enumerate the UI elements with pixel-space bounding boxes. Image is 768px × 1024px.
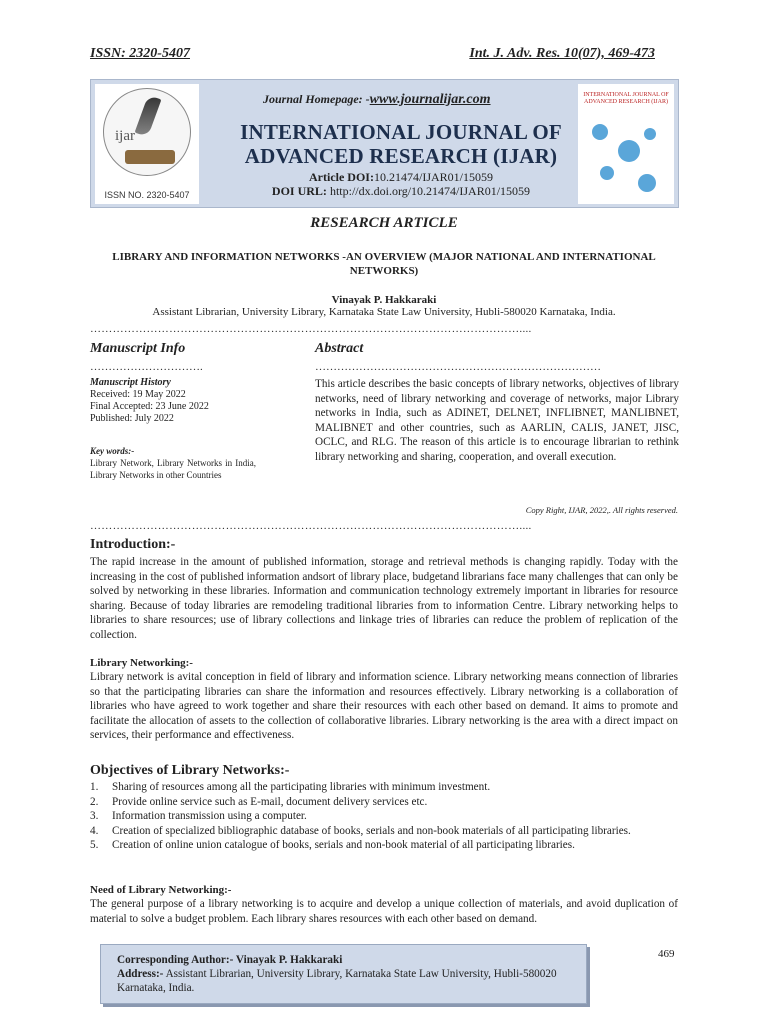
logo-wordmark: ijar [115, 128, 135, 144]
article-doi-label: Article DOI: [309, 170, 374, 184]
article-type: RESEARCH ARTICLE [310, 215, 458, 231]
abstract-text: This article describes the basic concepts of library networks, objectives of library networks, need of library networking and coverage of networks, major Library networks in India, such as ADINET, DELNET, INFLIBNET, MANLIBNET, MALIBNET and other countries, such as AARLIN, CALIS, JANET, JISC, OCLC, and RLG. The reason of this article is to encourage librarian to rethink library networking and sharing, cooperation, and overall execution. [315, 378, 679, 463]
objectives-heading: Objectives of Library Networks:- [90, 763, 290, 778]
author-name: Vinayak P. Hakkaraki [331, 294, 437, 306]
item-text: Information transmission using a computer. [112, 810, 307, 822]
item-number: 1. [90, 781, 99, 793]
copyright-notice: Copy Right, IJAR, 2022,. All rights reserved. [525, 505, 678, 515]
list-item [90, 824, 678, 839]
introduction-heading: Introduction:- [90, 537, 176, 552]
journal-cover-image [578, 84, 674, 204]
separator-dots: …………………………………………………………………………………………………….... [90, 323, 532, 335]
molecule-shape [644, 128, 656, 140]
published-date: Published: July 2022 [90, 413, 174, 424]
logo-issn: ISSN NO. 2320-5407 [104, 190, 190, 200]
library-networking-text: Library network is avital conception in field of library and information science. Library networking means connection of libraries so that the participating libraries can share the information and resources effectively. Library networking is a collaboration of libraries who have agreed to work together and share their resources with each other based on demand. It aims to promote and facilitate the allocation of assets to the collection of collaborative libraries. Library networking is the area with a direct impact on services, their performance and effectiveness. [90, 671, 678, 741]
list-item [90, 780, 678, 795]
item-text: Creation of online union catalogue of books, serials and non-book material of all participating libraries. [112, 839, 575, 851]
journal-title-line1: INTERNATIONAL JOURNAL OF [240, 120, 562, 144]
issn-text: ISSN: 2320-5407 [90, 46, 190, 61]
paper-title: LIBRARY AND INFORMATION NETWORKS -AN OVERVIEW (MAJOR NATIONAL AND INTERNATIONAL NETWORKS) [112, 251, 656, 277]
separator-dots: …………………………………………………………………………………………………….... [90, 520, 532, 532]
introduction-text: The rapid increase in the amount of published information, storage and retrieval methods is changing rapidly. Today with the increasing in the cost of published information andsort of library place, budgetand librarians face many challenges that can only be solved by networking in these libraries. Information and communication technology extremely important in libraries for resource sharing. Because of today libraries are remodeling traditional libraries from to information Centre. Library networking helps to libraries to share resources; use of library collections and linkage tries of libraries can reduce the problem of replication of the collection. [90, 556, 678, 641]
author-affiliation: Assistant Librarian, University Library, Karnataka State Law University, Hubli-580020 Karnataka, India. [152, 306, 616, 318]
list-item [90, 795, 678, 810]
item-number: 4. [90, 824, 99, 837]
objectives-list [90, 780, 678, 853]
manuscript-history [90, 377, 256, 425]
molecule-shape [618, 140, 640, 162]
molecule-shape [600, 166, 614, 180]
corresponding-author-box [100, 944, 587, 1004]
list-item [90, 838, 678, 853]
molecule-shape [592, 124, 608, 140]
history-label: Manuscript History [90, 377, 171, 388]
item-text: Provide online service such as E-mail, document delivery services etc. [112, 795, 428, 808]
abstract-heading: Abstract [315, 341, 364, 356]
item-text: Sharing of resources among all the participating libraries with minimum investment. [112, 781, 491, 793]
ijar-logo [95, 84, 199, 204]
citation-text: Int. J. Adv. Res. 10(07), 469-473 [469, 46, 655, 61]
cover-title: INTERNATIONAL JOURNAL OF ADVANCED RESEARCH (IJAR) [583, 92, 669, 105]
author-address [117, 967, 570, 995]
journal-title-line2: ADVANCED RESEARCH (IJAR) [244, 144, 558, 168]
library-networking-heading: Library Networking:- [90, 657, 193, 669]
item-number: 3. [90, 810, 99, 822]
list-item [90, 809, 678, 824]
book-icon [125, 150, 175, 164]
corresponding-author: Corresponding Author:- Vinayak P. Hakkaraki [117, 954, 343, 966]
molecule-shape [638, 174, 656, 192]
doi-url-label: DOI URL: [271, 184, 327, 198]
need-text: The general purpose of a library networking is to acquire and develop a unique collection of materials, and avoid duplication of material to solve a budget problem. Each library shares resources with each other based on demand. [90, 898, 678, 925]
received-date: Received: 19 May 2022 [90, 389, 186, 400]
keywords-text: Library Network, Library Networks in India, Library Networks in other Countries [90, 458, 256, 480]
doi-block [221, 170, 581, 198]
page-number: 469 [658, 948, 675, 960]
item-number: 2. [90, 795, 99, 808]
manuscript-info-heading: Manuscript Info [90, 341, 186, 356]
separator-dots: …………………………. [90, 361, 203, 373]
keywords-label: Key words:- [90, 446, 135, 456]
keywords [90, 445, 256, 481]
address-label: Address:- [117, 968, 164, 980]
article-doi: 10.21474/IJAR01/15059 [373, 170, 493, 184]
running-header [90, 46, 655, 68]
separator-dots: …………………………………………………………………… [315, 361, 601, 373]
journal-banner [90, 79, 679, 208]
journal-homepage [263, 92, 491, 108]
homepage-link[interactable]: www.journalijar.com [369, 92, 491, 107]
doi-url-link[interactable]: http://dx.doi.org/10.21474/IJAR01/15059 [329, 184, 531, 198]
item-number: 5. [90, 839, 99, 851]
need-heading: Need of Library Networking:- [90, 884, 232, 896]
address-text: Assistant Librarian, University Library, Karnataka State Law University, Hubli-580020 Karnataka, India. [117, 968, 557, 994]
homepage-label: Journal Homepage: - [263, 92, 370, 106]
item-text: Creation of specialized bibliographic database of books, serials and non-book materials of all participating libraries. [112, 824, 631, 837]
accepted-date: Final Accepted: 23 June 2022 [90, 401, 209, 412]
journal-title [221, 120, 581, 168]
